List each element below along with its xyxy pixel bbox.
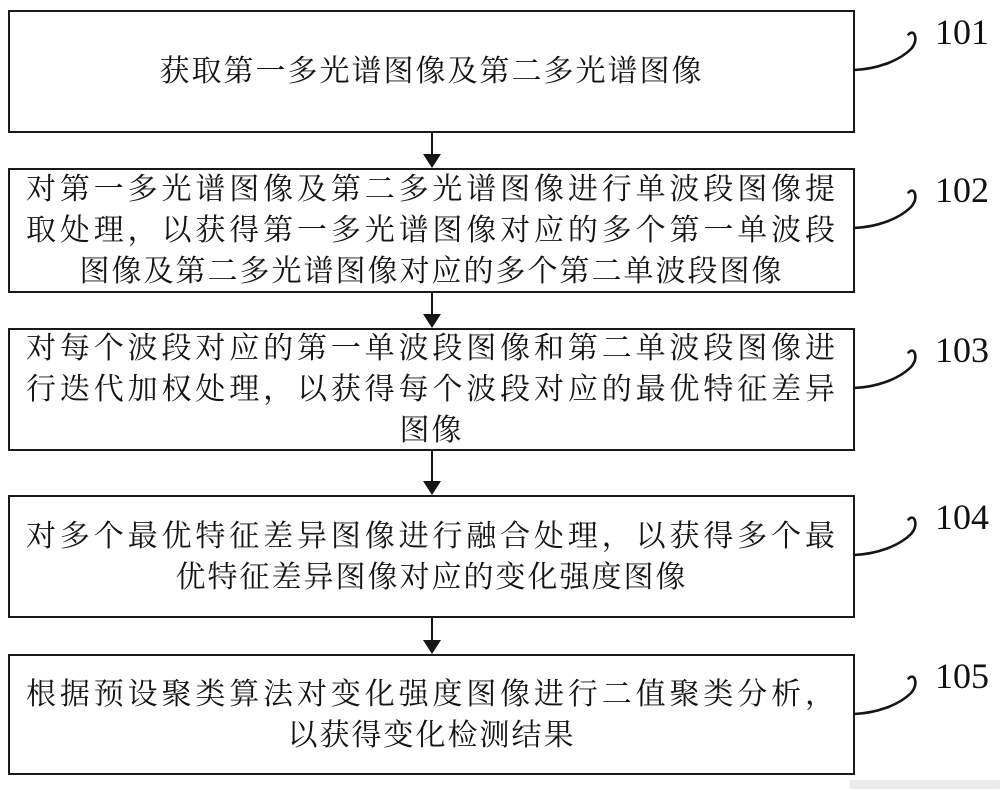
step-text xyxy=(26,674,837,756)
step-number: 102 xyxy=(935,170,989,210)
step-text-line: 获取第一多光谱图像及第二多光谱图像 xyxy=(159,54,704,89)
step-text-line: 对每个波段对应的第一单波段图像和第二单波段图像进 xyxy=(26,331,837,366)
arrow-head xyxy=(423,640,441,654)
step-text-line: 优特征差异图像对应的变化强度图像 xyxy=(175,559,688,595)
step-number: 103 xyxy=(935,330,989,370)
leader-curve-icon xyxy=(853,674,933,720)
arrow-shaft xyxy=(431,451,433,482)
arrow-shaft xyxy=(431,293,433,315)
scan-artifact xyxy=(850,780,1000,789)
step-box xyxy=(8,168,855,293)
step-text-line: 图像 xyxy=(399,413,464,448)
step-text-line: 对多个最优特征差异图像进行融合处理，以获得多个最 xyxy=(26,518,837,554)
down-arrow-icon xyxy=(422,133,442,168)
step-text xyxy=(26,328,837,451)
arrow-shaft xyxy=(431,133,433,155)
arrow-head xyxy=(423,314,441,328)
flow-step xyxy=(8,328,989,451)
step-text-line: 取处理，以获得第一多光谱图像对应的多个第一单波段 xyxy=(26,213,837,248)
arrow-head xyxy=(423,481,441,495)
flow-step xyxy=(8,10,989,133)
step-text xyxy=(26,516,837,598)
down-arrow-icon xyxy=(422,618,442,654)
leader-curve-icon xyxy=(853,515,933,561)
leader-curve-icon xyxy=(853,30,933,76)
flow-step xyxy=(8,654,989,775)
step-number: 101 xyxy=(935,12,989,52)
step-box xyxy=(8,495,855,618)
step-box xyxy=(8,10,855,133)
step-box xyxy=(8,654,855,775)
flow-step xyxy=(8,168,989,293)
leader-curve-icon xyxy=(853,348,933,394)
step-text xyxy=(26,51,837,92)
arrow-head xyxy=(423,154,441,168)
step-text-line: 行迭代加权处理，以获得每个波段对应的最优特征差异 xyxy=(26,372,837,407)
arrow-shaft xyxy=(431,618,433,641)
down-arrow-icon xyxy=(422,293,442,328)
flow-step xyxy=(8,495,989,618)
step-text-line: 以获得变化检测结果 xyxy=(287,717,576,753)
step-box xyxy=(8,328,855,451)
step-text-line: 根据预设聚类算法对变化强度图像进行二值聚类分析， xyxy=(26,676,837,712)
leader-curve-icon xyxy=(853,188,933,234)
step-number: 105 xyxy=(935,656,989,696)
step-text-line: 对第一多光谱图像及第二多光谱图像进行单波段图像提 xyxy=(26,172,837,207)
step-text xyxy=(26,169,837,292)
step-number: 104 xyxy=(935,497,989,537)
step-text-line: 图像及第二多光谱图像对应的多个第二单波段图像 xyxy=(79,254,784,289)
down-arrow-icon xyxy=(422,451,442,495)
